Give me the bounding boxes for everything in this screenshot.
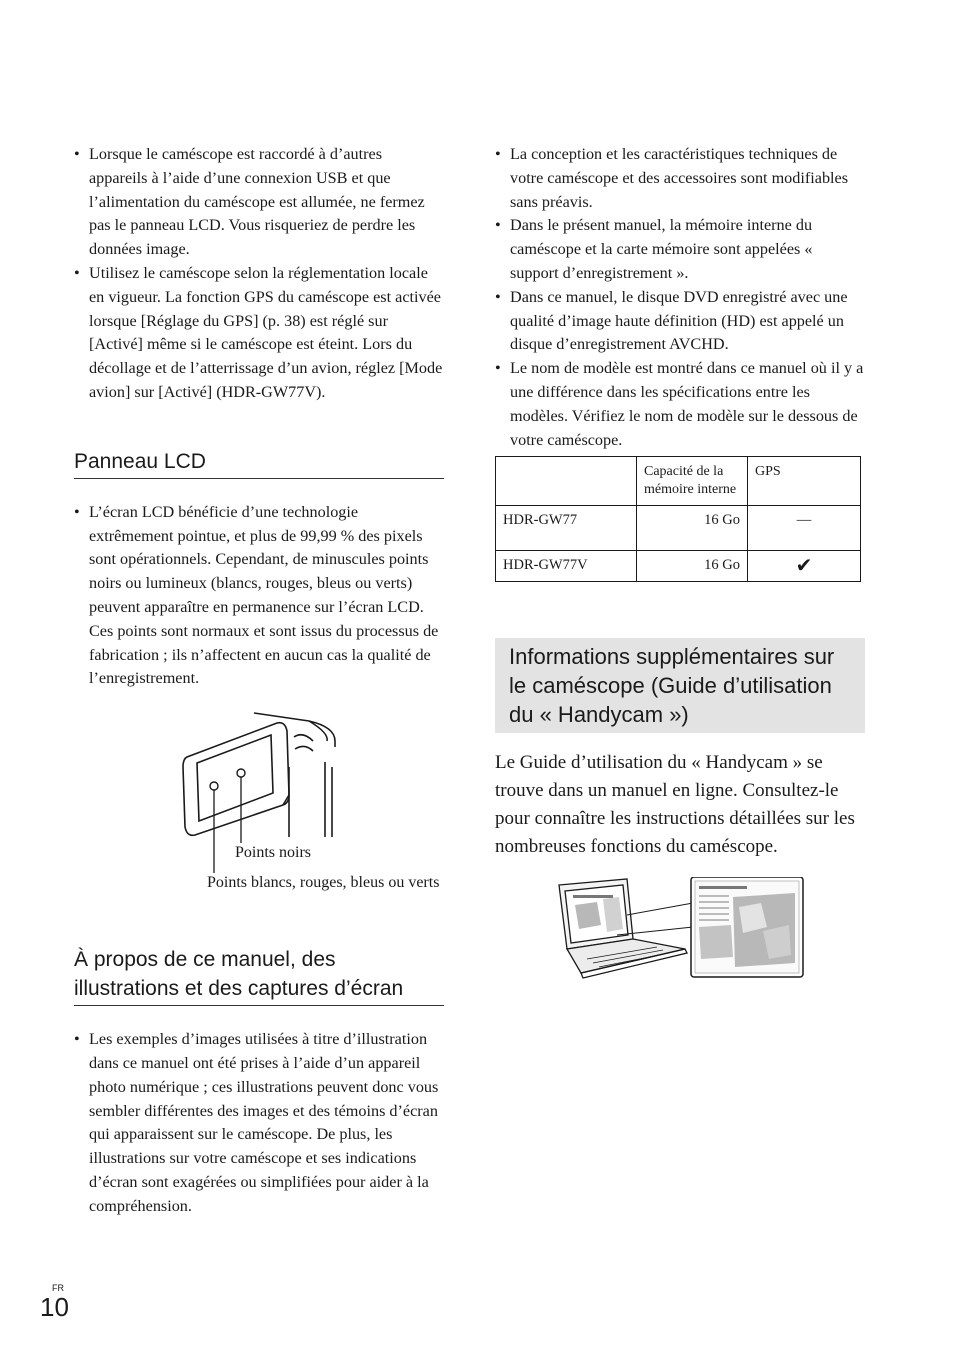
section-heading-lcd: Panneau LCD (74, 447, 444, 479)
gps-check-icon: ✔ (748, 551, 861, 582)
model-cell: HDR-GW77V (496, 551, 637, 582)
bullet-item: • La conception et les caractéristiques techniques de votre caméscope et des accessoires sont modifiables sans préavis. (495, 143, 865, 214)
table-header-cell: GPS (748, 457, 861, 506)
language-code: FR (52, 1283, 64, 1293)
gps-cell: — (748, 506, 861, 551)
section-heading-manual: À propos de ce manuel, des illustrations et des captures d’écran (74, 945, 444, 1006)
laptop-web-manual-icon (557, 877, 807, 981)
page-footer (40, 1283, 69, 1321)
memory-cell: 16 Go (637, 506, 748, 551)
table-header-cell: Capacité de la mémoire interne (637, 457, 748, 506)
online-manual-illustration (495, 877, 865, 987)
intro-bullet-list (74, 143, 444, 405)
bullet-item: • Lorsque le caméscope est raccordé à d’autres appareils à l’aide d’une connexion USB et que l’alimentation du caméscope est allumée, ne fermez pas le panneau LCD. Vous risqueriez de perdre les données image. (74, 143, 444, 262)
label-black-dots: Points noirs (235, 844, 312, 862)
left-column (74, 143, 444, 1219)
info-heading: Informations supplémentaires sur le caméscope (Guide d’utilisation du « Handycam ») (509, 644, 835, 728)
memory-cell: 16 Go (637, 551, 748, 582)
bullet-item: • Les exemples d’images utilisées à titre d’illustration dans ce manuel ont été prises à l’aide d’un appareil photo numérique ; ces illustrations peuvent donc vous sembler différentes des images et des témoins d’écran qui apparaissent sur le caméscope. De plus, les illustrations sur votre caméscope et ses indications d’écran sont exagérées ou simplifiées pour aider à la compréhension. (74, 1028, 444, 1218)
bullet-item: • Dans ce manuel, le disque DVD enregistré avec une qualité d’image haute définition (HD) est appelé un disque d’enregistrement AVCHD. (495, 286, 865, 357)
right-column (495, 143, 865, 987)
model-cell: HDR-GW77 (496, 506, 637, 551)
table-row (496, 506, 861, 551)
bullet-item: • L’écran LCD bénéficie d’une technologie extrêmement pointue, et plus de 99,99 % des pixels sont opérationnels. Cependant, de minuscules points noirs ou lumineux (blancs, rouges, bleus ou verts) peuvent apparaître en permanence sur l’écran LCD. Ces points sont normaux et sont issus du processus de fabrication ; ils n’affectent en aucun cas la qualité de l’enregistrement. (74, 501, 444, 691)
lcd-dots-illustration (74, 707, 444, 937)
bullet-item: • Le nom de modèle est montré dans ce manuel où il y a une différence dans les spécifications entre les modèles. Vérifiez le nom de modèle sur le dessous de votre caméscope. (495, 357, 865, 452)
info-heading-box (495, 638, 865, 733)
camcorder-lcd-icon (179, 707, 339, 842)
page-number: 10 (40, 1292, 69, 1322)
bullet-item: • Dans le présent manuel, la mémoire interne du caméscope et la carte mémoire sont appelées « support d’enregistrement ». (495, 214, 865, 285)
manual-bullet-list (74, 1028, 444, 1218)
notes-bullet-list (495, 143, 865, 452)
table-row (496, 551, 861, 582)
table-header-cell (496, 457, 637, 506)
lcd-bullet-list (74, 501, 444, 691)
info-paragraph: Le Guide d’utilisation du « Handycam » se trouve dans un manuel en ligne. Consultez-le pour connaître les instructions détaillées sur les nombreuses fonctions du caméscope. (495, 752, 855, 858)
model-spec-table (495, 456, 861, 582)
bullet-item: • Utilisez le caméscope selon la réglementation locale en vigueur. La fonction GPS du caméscope est activée lorsque [Réglage du GPS] (p. 38) est réglé sur [Activé] même si le caméscope est éteint. Lors du décollage et de l’atterrissage d’un avion, réglez [Mode avion] sur [Activé] (HDR-GW77V). (74, 262, 444, 405)
table-header-row (496, 457, 861, 506)
label-colored-dots: Points blancs, rouges, bleus ou verts (207, 874, 440, 892)
